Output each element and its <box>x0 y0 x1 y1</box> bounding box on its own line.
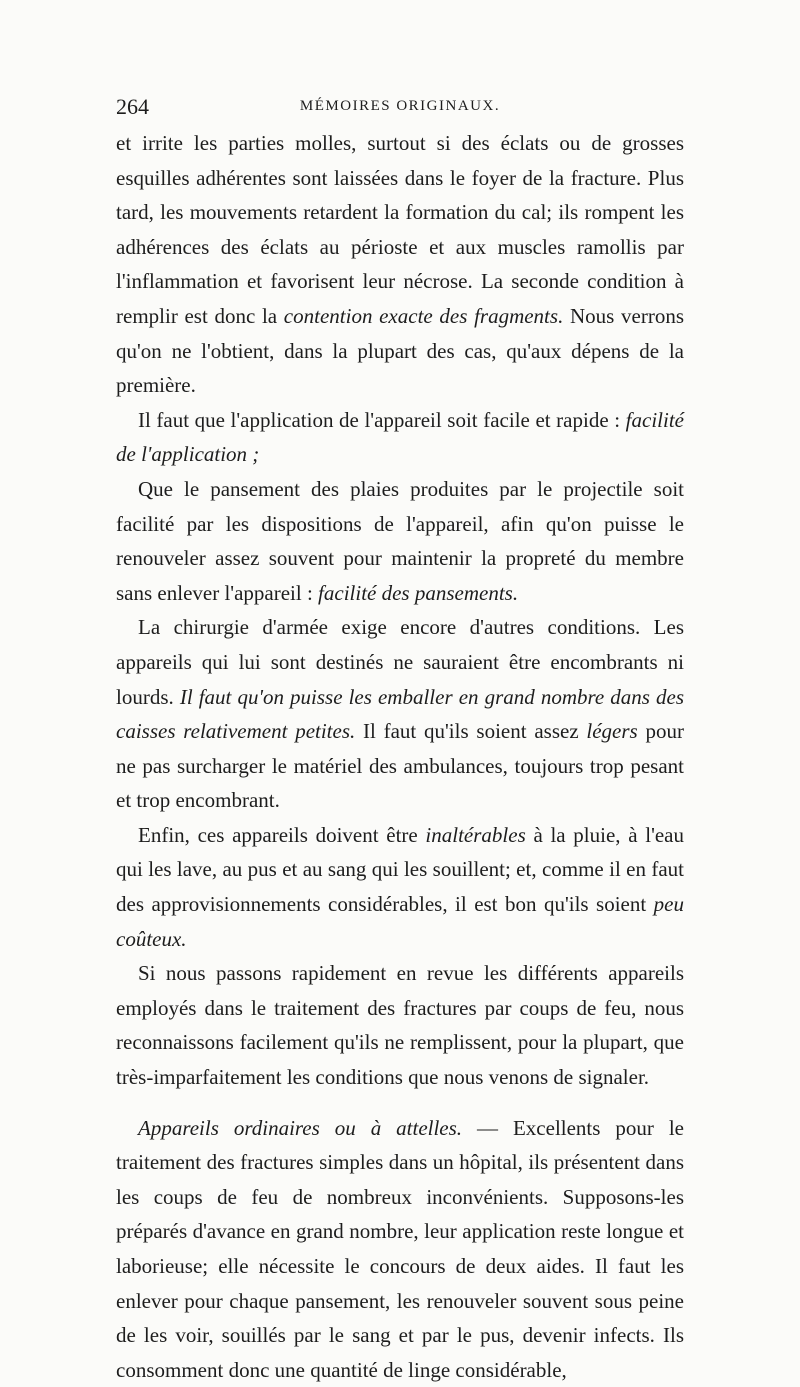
section-heading: Appareils ordinaires ou à attelles. <box>138 1115 463 1140</box>
text-span: et irrite les parties molles, surtout si des éclats ou de grosses esquilles adhérentes sont laissées dans le foyer de la fracture. Plus tard, les mouvements retardent la formation du cal; ils rompent les adhérences des éclats au périoste et aux muscles ramollis par l'inflammation et favorisent leur nécrose. La seconde condition à remplir est donc la <box>116 131 684 328</box>
text-span: à la pluie, à l'eau qui les lave, au pus et au sang qui les souillent; et, comme il en faut des approvisionnements considérables, il est bon qu'ils soient <box>116 822 684 917</box>
text-span: Il faut qu'ils soient assez <box>355 719 587 744</box>
text-span: Que le pansement des plaies produites par le projectile soit facilité par les dispositions de l'appareil, afin qu'on puisse le renouveler assez souvent pour maintenir la propreté du membre sans enlever l'appareil : <box>116 476 684 605</box>
paragraph-5 <box>116 818 684 956</box>
page-header <box>116 94 684 124</box>
emphasis: Il faut qu'on puisse les emballer en grand nombre dans des caisses relativement petites. <box>116 684 684 744</box>
text-span: La chirurgie d'armée exige encore d'autres conditions. Les appareils qui lui sont destinés ne sauraient être encombrants ni lourds. <box>116 615 684 709</box>
emphasis: peu coûteux. <box>116 892 684 951</box>
text-span: Il faut que l'application de l'appareil soit facile et rapide : <box>138 407 626 432</box>
paragraph-3 <box>116 472 684 610</box>
text-span: Nous verrons qu'on ne l'obtient, dans la plupart des cas, qu'aux dépens de la première. <box>116 303 684 398</box>
text-span: Si nous passons rapidement en revue les différents appareils employés dans le traitement des fractures par coups de feu, nous reconnaissons facilement qu'ils ne remplissent, pour la plupart, que très-imparfaitement les conditions que nous venons de signaler. <box>116 961 684 1090</box>
paragraph-6 <box>116 956 684 1094</box>
page-number: 264 <box>116 94 149 119</box>
emphasis: légers <box>586 719 638 744</box>
paragraph-1 <box>116 126 684 403</box>
emphasis: contention exacte des fragments. <box>283 303 564 328</box>
text-span: Enfin, ces appareils doivent être <box>138 822 426 847</box>
text-span: pour ne pas surcharger le matériel des ambulances, toujours trop pesant et trop encombrant. <box>116 719 684 813</box>
paragraph-2 <box>116 403 684 472</box>
emphasis: facilité de l'application ; <box>116 407 684 467</box>
emphasis: facilité des pansements. <box>318 580 519 605</box>
emphasis: inaltérables <box>425 822 526 847</box>
text-span: — Excellents pour le traitement des fractures simples dans un hôpital, ils présentent dans les coups de feu de nombreux inconvénients. Supposons-les préparés d'avance en grand nombre, leur application reste longue et laborieuse; elle nécessite le concours de deux aides. Il faut les enlever pour chaque pansement, les renouveler souvent sous peine de les voir, souillés par le sang et par le pus, devenir infects. Ils consomment donc une quantité de linge considérable, <box>116 1115 684 1382</box>
body-text <box>116 126 684 1387</box>
paragraph-7 <box>116 1111 684 1387</box>
running-title: MÉMOIRES ORIGINAUX. <box>299 98 501 114</box>
paragraph-4 <box>116 610 684 818</box>
